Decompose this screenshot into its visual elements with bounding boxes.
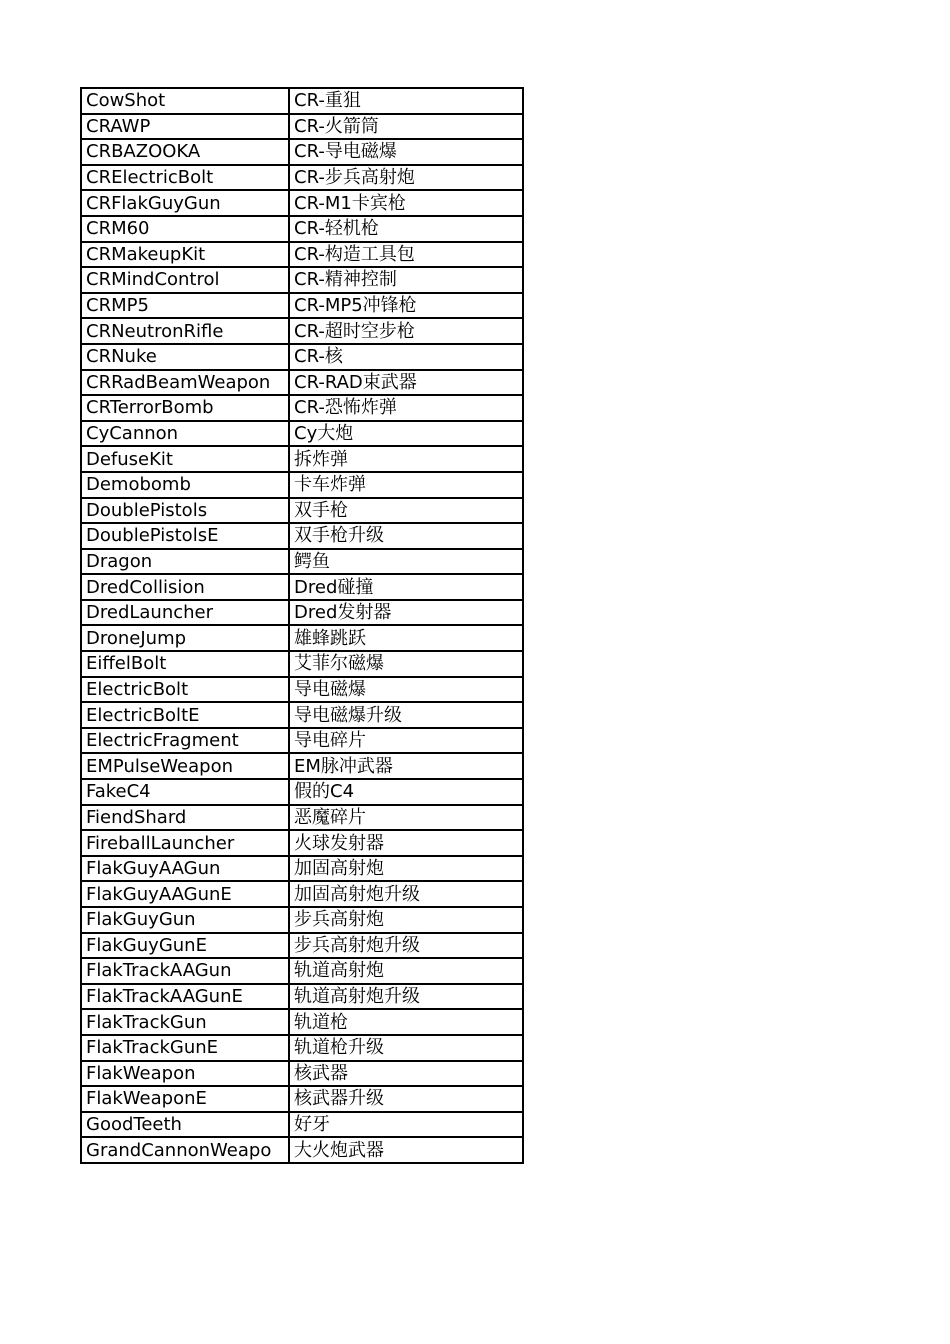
- cell-weapon-name[interactable]: CR-火箭筒: [289, 114, 523, 140]
- table-row: [81, 446, 523, 472]
- cell-weapon-id[interactable]: FlakGuyGunE: [81, 933, 289, 959]
- cell-weapon-id[interactable]: FiendShard: [81, 805, 289, 831]
- cell-weapon-id[interactable]: CyCannon: [81, 421, 289, 447]
- table-row: [81, 728, 523, 754]
- cell-weapon-id[interactable]: FlakGuyAAGun: [81, 856, 289, 882]
- cell-weapon-name[interactable]: CR-恐怖炸弹: [289, 395, 523, 421]
- cell-weapon-id[interactable]: FireballLauncher: [81, 830, 289, 856]
- table-row: [81, 984, 523, 1010]
- cell-weapon-id[interactable]: FlakGuyGun: [81, 907, 289, 933]
- cell-weapon-id[interactable]: CowShot: [81, 88, 289, 114]
- cell-weapon-id[interactable]: CRMP5: [81, 293, 289, 319]
- cell-weapon-id[interactable]: CRNuke: [81, 344, 289, 370]
- cell-weapon-name[interactable]: 大火炮武器: [289, 1137, 523, 1163]
- cell-weapon-name[interactable]: 双手枪: [289, 498, 523, 524]
- cell-weapon-id[interactable]: CRBAZOOKA: [81, 139, 289, 165]
- cell-weapon-name[interactable]: 轨道枪: [289, 1009, 523, 1035]
- cell-weapon-name[interactable]: 导电碎片: [289, 728, 523, 754]
- table-row: [81, 242, 523, 268]
- cell-weapon-id[interactable]: FakeC4: [81, 779, 289, 805]
- table-row: [81, 190, 523, 216]
- cell-weapon-id[interactable]: CRRadBeamWeapon: [81, 370, 289, 396]
- table-row: [81, 344, 523, 370]
- table-row: [81, 421, 523, 447]
- cell-weapon-name[interactable]: 加固高射炮: [289, 856, 523, 882]
- cell-weapon-name[interactable]: 雄蜂跳跃: [289, 625, 523, 651]
- cell-weapon-name[interactable]: 导电磁爆: [289, 677, 523, 703]
- cell-weapon-name[interactable]: 火球发射器: [289, 830, 523, 856]
- cell-weapon-id[interactable]: GrandCannonWeapo: [81, 1137, 289, 1163]
- cell-weapon-name[interactable]: CR-精神控制: [289, 267, 523, 293]
- cell-weapon-name[interactable]: 恶魔碎片: [289, 805, 523, 831]
- cell-weapon-id[interactable]: CRM60: [81, 216, 289, 242]
- cell-weapon-name[interactable]: CR-构造工具包: [289, 242, 523, 268]
- cell-weapon-id[interactable]: CRNeutronRifle: [81, 318, 289, 344]
- cell-weapon-id[interactable]: DroneJump: [81, 625, 289, 651]
- table-row: [81, 395, 523, 421]
- cell-weapon-name[interactable]: CR-步兵高射炮: [289, 165, 523, 191]
- cell-weapon-name[interactable]: 步兵高射炮升级: [289, 933, 523, 959]
- table-row: [81, 165, 523, 191]
- cell-weapon-id[interactable]: ElectricBolt: [81, 677, 289, 703]
- cell-weapon-id[interactable]: EiffelBolt: [81, 651, 289, 677]
- table-row: [81, 114, 523, 140]
- cell-weapon-id[interactable]: CRAWP: [81, 114, 289, 140]
- table-row: [81, 472, 523, 498]
- cell-weapon-id[interactable]: EMPulseWeapon: [81, 753, 289, 779]
- cell-weapon-name[interactable]: CR-重狙: [289, 88, 523, 114]
- cell-weapon-id[interactable]: ElectricFragment: [81, 728, 289, 754]
- table-row: [81, 779, 523, 805]
- table-row: [81, 523, 523, 549]
- cell-weapon-id[interactable]: CRFlakGuyGun: [81, 190, 289, 216]
- cell-weapon-name[interactable]: 拆炸弹: [289, 446, 523, 472]
- table-row: [81, 1035, 523, 1061]
- cell-weapon-id[interactable]: CRElectricBolt: [81, 165, 289, 191]
- cell-weapon-name[interactable]: Dred碰撞: [289, 574, 523, 600]
- cell-weapon-id[interactable]: Dragon: [81, 549, 289, 575]
- spreadsheet: [80, 87, 524, 1164]
- cell-weapon-id[interactable]: FlakWeapon: [81, 1061, 289, 1087]
- table-row: [81, 1137, 523, 1163]
- table-row: [81, 702, 523, 728]
- cell-weapon-id[interactable]: FlakGuyAAGunE: [81, 881, 289, 907]
- cell-weapon-name[interactable]: 轨道高射炮: [289, 958, 523, 984]
- table-row: [81, 139, 523, 165]
- table-row: [81, 830, 523, 856]
- cell-weapon-id[interactable]: CRMakeupKit: [81, 242, 289, 268]
- cell-weapon-name[interactable]: CR-导电磁爆: [289, 139, 523, 165]
- cell-weapon-name[interactable]: 好牙: [289, 1112, 523, 1138]
- table-row: [81, 805, 523, 831]
- table-row: [81, 625, 523, 651]
- table-row: [81, 267, 523, 293]
- cell-weapon-id[interactable]: ElectricBoltE: [81, 702, 289, 728]
- cell-weapon-name[interactable]: 核武器升级: [289, 1086, 523, 1112]
- cell-weapon-name[interactable]: CR-RAD束武器: [289, 370, 523, 396]
- cell-weapon-name[interactable]: Dred发射器: [289, 600, 523, 626]
- cell-weapon-name[interactable]: 鳄鱼: [289, 549, 523, 575]
- table-row: [81, 1061, 523, 1087]
- cell-weapon-id[interactable]: DefuseKit: [81, 446, 289, 472]
- cell-weapon-name[interactable]: 轨道高射炮升级: [289, 984, 523, 1010]
- table-body: [81, 88, 523, 1163]
- table-row: [81, 318, 523, 344]
- cell-weapon-name[interactable]: CR-超时空步枪: [289, 318, 523, 344]
- cell-weapon-name[interactable]: 核武器: [289, 1061, 523, 1087]
- table-row: [81, 498, 523, 524]
- cell-weapon-id[interactable]: GoodTeeth: [81, 1112, 289, 1138]
- cell-weapon-name[interactable]: 导电磁爆升级: [289, 702, 523, 728]
- table-row: [81, 677, 523, 703]
- cell-weapon-id[interactable]: FlakTrackAAGun: [81, 958, 289, 984]
- cell-weapon-name[interactable]: 加固高射炮升级: [289, 881, 523, 907]
- cell-weapon-name[interactable]: 卡车炸弹: [289, 472, 523, 498]
- cell-weapon-name[interactable]: CR-轻机枪: [289, 216, 523, 242]
- cell-weapon-name[interactable]: 双手枪升级: [289, 523, 523, 549]
- cell-weapon-name[interactable]: EM脉冲武器: [289, 753, 523, 779]
- cell-weapon-name[interactable]: 假的C4: [289, 779, 523, 805]
- cell-weapon-id[interactable]: FlakWeaponE: [81, 1086, 289, 1112]
- cell-weapon-id[interactable]: CRTerrorBomb: [81, 395, 289, 421]
- cell-weapon-id[interactable]: DredCollision: [81, 574, 289, 600]
- cell-weapon-id[interactable]: Demobomb: [81, 472, 289, 498]
- table-row: [81, 907, 523, 933]
- table-row: [81, 600, 523, 626]
- cell-weapon-name[interactable]: CR-M1卡宾枪: [289, 190, 523, 216]
- cell-weapon-name[interactable]: CR-MP5冲锋枪: [289, 293, 523, 319]
- table-row: [81, 1009, 523, 1035]
- table-row: [81, 549, 523, 575]
- table-row: [81, 933, 523, 959]
- table-row: [81, 1112, 523, 1138]
- cell-weapon-name[interactable]: CR-核: [289, 344, 523, 370]
- table-row: [81, 216, 523, 242]
- cell-weapon-name[interactable]: 艾菲尔磁爆: [289, 651, 523, 677]
- cell-weapon-id[interactable]: CRMindControl: [81, 267, 289, 293]
- table-row: [81, 1086, 523, 1112]
- weapon-name-table: [80, 87, 524, 1164]
- cell-weapon-id[interactable]: FlakTrackGun: [81, 1009, 289, 1035]
- cell-weapon-name[interactable]: 轨道枪升级: [289, 1035, 523, 1061]
- table-row: [81, 651, 523, 677]
- table-row: [81, 881, 523, 907]
- table-row: [81, 574, 523, 600]
- cell-weapon-id[interactable]: DoublePistolsE: [81, 523, 289, 549]
- cell-weapon-id[interactable]: DoublePistols: [81, 498, 289, 524]
- table-row: [81, 88, 523, 114]
- table-row: [81, 753, 523, 779]
- table-row: [81, 856, 523, 882]
- table-row: [81, 958, 523, 984]
- cell-weapon-name[interactable]: Cy大炮: [289, 421, 523, 447]
- cell-weapon-id[interactable]: FlakTrackGunE: [81, 1035, 289, 1061]
- cell-weapon-id[interactable]: FlakTrackAAGunE: [81, 984, 289, 1010]
- table-row: [81, 370, 523, 396]
- table-row: [81, 293, 523, 319]
- cell-weapon-name[interactable]: 步兵高射炮: [289, 907, 523, 933]
- cell-weapon-id[interactable]: DredLauncher: [81, 600, 289, 626]
